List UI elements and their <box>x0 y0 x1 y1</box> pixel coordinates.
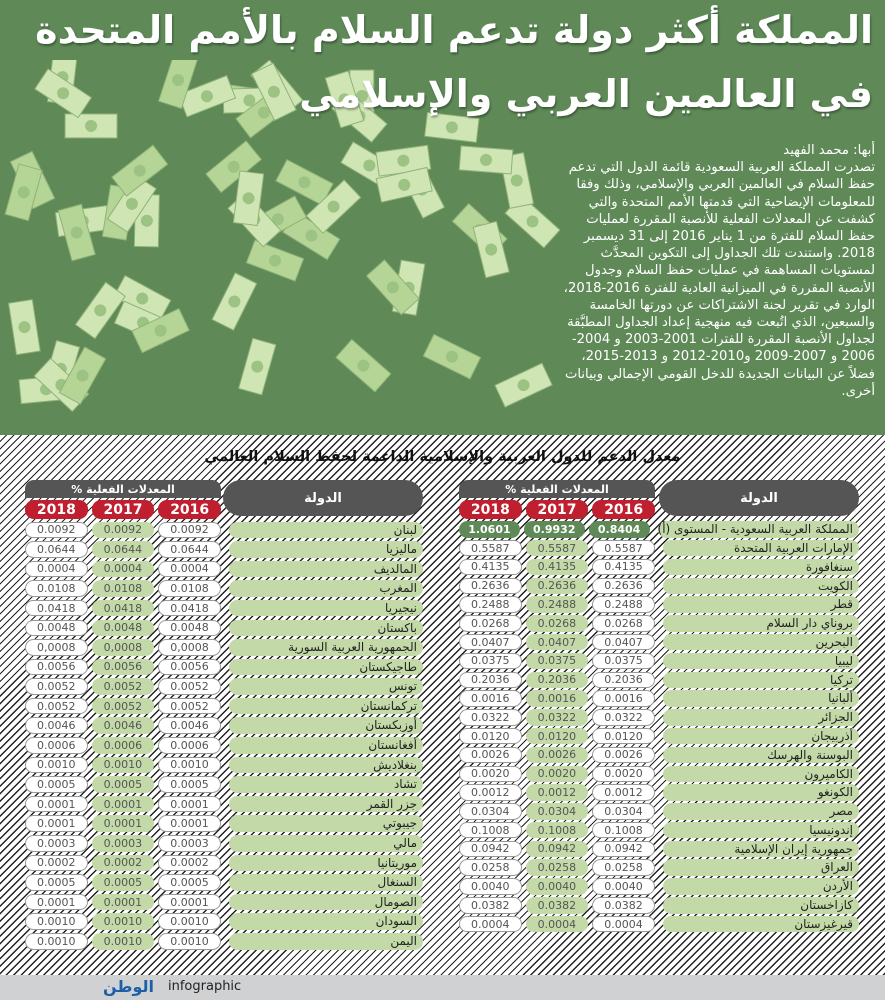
rate-2016: 0.0026 <box>592 747 655 764</box>
table-row <box>459 576 859 595</box>
rate-2018: 0.0010 <box>25 913 88 930</box>
rate-2016: 0.0407 <box>592 634 655 651</box>
country-name: البحرين <box>663 634 859 651</box>
rate-2016: 0.0006 <box>158 737 221 754</box>
country-name: جمهورية إيران الإسلامية <box>663 841 859 858</box>
article-text <box>555 142 875 400</box>
rate-2018: 0.0012 <box>459 784 522 801</box>
country-name: السنغال <box>229 874 423 891</box>
table-row <box>459 915 859 934</box>
rate-2018: 0.0382 <box>459 897 522 914</box>
rate-2016: 0.0016 <box>592 690 655 707</box>
rate-2018: 0.0092 <box>25 522 88 539</box>
rate-2017: 0.0942 <box>526 841 589 858</box>
banknote-icon <box>239 338 276 395</box>
rate-2017: 0.0010 <box>92 757 155 774</box>
rate-2016: 0,0008 <box>158 639 221 656</box>
table-row <box>25 638 423 658</box>
country-name: تونس <box>229 678 423 695</box>
rate-2018: 0.0046 <box>25 717 88 734</box>
rate-2018: 0.0001 <box>25 894 88 911</box>
table-row <box>459 670 859 689</box>
banknote-icon <box>65 114 117 138</box>
rate-2016: 0.0012 <box>592 784 655 801</box>
country-name: موريتانيا <box>229 855 423 872</box>
table-row <box>459 633 859 652</box>
rate-2016: 0.0322 <box>592 709 655 726</box>
rate-2017: 0,0008 <box>92 639 155 656</box>
rate-2018: 0.0003 <box>25 835 88 852</box>
table-row <box>25 657 423 677</box>
country-name: المغرب <box>229 580 423 597</box>
country-name: مصر <box>663 803 859 820</box>
table-row <box>459 783 859 802</box>
table-row <box>459 877 859 896</box>
country-header: الدولة <box>223 480 423 516</box>
rate-2017: 0.0644 <box>92 541 155 558</box>
country-name: أفغانستان <box>229 737 423 754</box>
rate-2016: 0.0003 <box>158 835 221 852</box>
rate-2018: 0.0001 <box>25 815 88 832</box>
banknote-icon <box>336 339 391 391</box>
banknote-icon <box>5 164 42 221</box>
country-name: قيرغيزستان <box>663 916 859 933</box>
rate-2016: 0.0418 <box>158 600 221 617</box>
rate-2017: 0.0382 <box>526 897 589 914</box>
country-name: تركيا <box>663 672 859 689</box>
rate-2017: 0.2488 <box>526 596 589 613</box>
rate-2016: 0.2636 <box>592 578 655 595</box>
table-row <box>25 814 423 834</box>
country-name: الأردن <box>663 878 859 895</box>
table-row <box>25 736 423 756</box>
rate-2016: 0.5587 <box>592 540 655 557</box>
rate-2018: 0.0120 <box>459 728 522 745</box>
rate-2017: 0.0040 <box>526 878 589 895</box>
country-name: أذربيجان <box>663 728 859 745</box>
rate-2016: 0.0005 <box>158 874 221 891</box>
rate-2017: 0.0026 <box>526 747 589 764</box>
rate-2016: 0.0304 <box>592 803 655 820</box>
rate-2017: 0.0012 <box>526 784 589 801</box>
rate-2016: 0.0001 <box>158 796 221 813</box>
rate-2016: 0.0046 <box>158 717 221 734</box>
rate-2017: 0.0092 <box>92 522 155 539</box>
rate-2016: 0.0258 <box>592 859 655 876</box>
rate-2017: 0.0001 <box>92 796 155 813</box>
rate-2016: 0.0644 <box>158 541 221 558</box>
country-name: جزر القمر <box>229 796 423 813</box>
rate-2018: 0.0052 <box>25 678 88 695</box>
rates-header: المعدلات الفعلية % <box>25 480 221 498</box>
rate-2016: 0.0010 <box>158 933 221 950</box>
rate-2018: 0.0304 <box>459 803 522 820</box>
rate-2017: 0.0020 <box>526 766 589 783</box>
country-name: تشاد <box>229 776 423 793</box>
rate-2018: 0.0418 <box>25 600 88 617</box>
rate-2017: 0.0052 <box>92 698 155 715</box>
rate-2016: 0.0382 <box>592 897 655 914</box>
rates-header: المعدلات الفعلية % <box>459 480 655 498</box>
table-row <box>459 858 859 877</box>
rate-2016: 0.0001 <box>158 894 221 911</box>
rate-2016: 0.0010 <box>158 757 221 774</box>
rate-2016: 0.0005 <box>158 776 221 793</box>
rate-2018: 0.0020 <box>459 766 522 783</box>
rate-2016: 0.8404 <box>589 521 650 538</box>
rate-2016: 0.0092 <box>158 522 221 539</box>
rate-2017: 0.0120 <box>526 728 589 745</box>
banknote-icon <box>423 334 480 378</box>
rate-2017: 0.0304 <box>526 803 589 820</box>
country-name: الجمهورية العربية السورية <box>229 639 423 656</box>
rate-2018: 0.0010 <box>25 933 88 950</box>
infographic-label: infographic <box>168 979 242 994</box>
rate-2018: 0.0005 <box>25 874 88 891</box>
country-name: الكويت <box>663 578 859 595</box>
table-row <box>25 775 423 795</box>
banknote-icon <box>9 300 41 355</box>
rate-2016: 0.2036 <box>592 672 655 689</box>
rate-2017: 0.0010 <box>92 913 155 930</box>
table-row <box>25 696 423 716</box>
rate-2017: 0.0048 <box>92 620 155 637</box>
country-name: البوسنة والهرسك <box>663 747 859 764</box>
table-row <box>459 821 859 840</box>
table-row <box>459 896 859 915</box>
rate-2017: 0.0016 <box>526 690 589 707</box>
table-row <box>25 520 423 540</box>
year-2017: 2017 <box>526 500 589 519</box>
table-row <box>459 595 859 614</box>
rate-2017: 0.0006 <box>92 737 155 754</box>
country-name: باكستان <box>229 620 423 637</box>
country-name: لبنان <box>229 522 423 539</box>
country-name: سنغافورة <box>663 559 859 576</box>
rate-2018: 0.4135 <box>459 559 522 576</box>
rate-2018: 0.0258 <box>459 859 522 876</box>
rate-2018: 0.2036 <box>459 672 522 689</box>
rate-2018: 0.0048 <box>25 620 88 637</box>
rate-2018: 0.0010 <box>25 757 88 774</box>
table-row <box>25 834 423 854</box>
rate-2018: 0.1008 <box>459 822 522 839</box>
country-name: الإمارات العربية المتحدة <box>663 540 859 557</box>
table-row <box>459 764 859 783</box>
table-row <box>459 746 859 765</box>
banknote-icon <box>473 221 509 277</box>
country-name: مالي <box>229 835 423 852</box>
country-name: تركمانستان <box>229 698 423 715</box>
rate-2018: 0.0005 <box>25 776 88 793</box>
rate-2016: 0.0268 <box>592 615 655 632</box>
rate-2016: 0.0020 <box>592 766 655 783</box>
year-2018: 2018 <box>459 500 522 519</box>
rate-2017: 0.0418 <box>92 600 155 617</box>
rate-2018: 0.0407 <box>459 634 522 651</box>
rate-2017: 0.2036 <box>526 672 589 689</box>
rate-2017: 0.0001 <box>92 894 155 911</box>
table-title: معدل الدعم للدول العربية والإسلامية الداعمة لحفظ السلام العالمي <box>204 449 681 465</box>
rate-2018: 0.0108 <box>25 580 88 597</box>
rate-2018: 0.0942 <box>459 841 522 858</box>
rate-2018: 0.0016 <box>459 690 522 707</box>
rate-2016: 0.0108 <box>158 580 221 597</box>
rate-2016: 0.2488 <box>592 596 655 613</box>
rates-table-left <box>25 480 423 951</box>
banknote-icon <box>212 273 257 330</box>
country-name: العراق <box>663 859 859 876</box>
year-2016: 2016 <box>592 500 655 519</box>
table-row <box>25 912 423 932</box>
headline-line-2: في العالمين العربي والإسلامي <box>299 72 873 116</box>
rate-2017: 0.2636 <box>526 578 589 595</box>
money-illustration <box>0 60 560 435</box>
rate-2016: 0.4135 <box>592 559 655 576</box>
rate-2018: 0.0040 <box>459 878 522 895</box>
rate-2018: 0.0002 <box>25 855 88 872</box>
rate-2016: 0.0942 <box>592 841 655 858</box>
table-row <box>25 716 423 736</box>
rate-2017: 0.0056 <box>92 659 155 676</box>
country-name: جيبوتي <box>229 815 423 832</box>
rate-2018: 0.2636 <box>459 578 522 595</box>
rate-2017: 0.5587 <box>526 540 589 557</box>
banknote-icon <box>75 282 125 338</box>
rate-2017: 0.1008 <box>526 822 589 839</box>
rate-2017: 0.0407 <box>526 634 589 651</box>
rate-2016: 0.0048 <box>158 620 221 637</box>
rate-2018: 0.0056 <box>25 659 88 676</box>
rate-2017: 0.0003 <box>92 835 155 852</box>
table-row <box>459 840 859 859</box>
rate-2016: 0.0002 <box>158 855 221 872</box>
country-name: المالديف <box>229 561 423 578</box>
table-row <box>459 802 859 821</box>
banknote-icon <box>459 146 513 174</box>
rate-2017: 0.0375 <box>526 653 589 670</box>
rate-2017: 0.4135 <box>526 559 589 576</box>
rate-2017: 0.0108 <box>92 580 155 597</box>
rate-2017: 0.0268 <box>526 615 589 632</box>
rate-2016: 0.0001 <box>158 815 221 832</box>
country-name: قطر <box>663 596 859 613</box>
country-name: المملكة العربية السعودية - المستوى (أ) <box>658 521 859 538</box>
table-row <box>459 539 859 558</box>
rate-2017: 0.0001 <box>92 815 155 832</box>
rate-2018: 0.0001 <box>25 796 88 813</box>
rate-2016: 0.0052 <box>158 678 221 695</box>
rate-2017: 0.0052 <box>92 678 155 695</box>
rate-2018: 1.0601 <box>459 521 520 538</box>
table-row <box>25 931 423 951</box>
country-name: ألبانيا <box>663 690 859 707</box>
country-name: إندونيسيا <box>663 822 859 839</box>
country-name: الصومال <box>229 894 423 911</box>
country-name: بروناي دار السلام <box>663 615 859 632</box>
country-name: اليمن <box>229 933 423 950</box>
country-name: بنغلاديش <box>229 757 423 774</box>
table-row <box>25 677 423 697</box>
table-row <box>25 892 423 912</box>
table-row <box>459 614 859 633</box>
country-name: الجزائر <box>663 709 859 726</box>
rate-2016: 0.0120 <box>592 728 655 745</box>
rate-2018: 0.0268 <box>459 615 522 632</box>
table-row <box>25 755 423 775</box>
rate-2016: 0.0040 <box>592 878 655 895</box>
table-row <box>25 598 423 618</box>
country-name: كازاخستان <box>663 897 859 914</box>
country-name: السودان <box>229 913 423 930</box>
article-body: تصدرت المملكة العربية السعودية قائمة الدول التي تدعم حفظ السلام في العالمين العربي والإسلامي، وذلك وفقا للمعلومات الإيضاحية التي قدمتها الأمم المتحدة والتي كشفت عن المعدلات الفعلية للأنصبة المقررة لعمليات حفظ السلام للفترة من 1 يناير 2016 إلى 31 ديسمبر 2018. واستندت تلك الجداول إلى التكوين المحدَّث لمستويات المساهمة في عمليات حفظ السلام وجدول الأنصبة المقررة في الميزانية العادية للفترة 2016-2018، الوارد في تقرير لجنة الاشتراكات عن دورتها الخامسة والسبعين، الذي اتُبعت فيه منهجية إعداد الجداول المطبَّقة لجداول الأنصبة المقررة للفترات 2001-2003 و 2004-2006 و 2007-2009 و2010-2012 و 2013-2015، فضلاً عن البيانات الجديدة للدخل القومي الإجمالي وبيانات أخرى. <box>563 160 875 399</box>
rate-2018: 0.0322 <box>459 709 522 726</box>
table-row <box>25 540 423 560</box>
rate-2018: 0.0644 <box>25 541 88 558</box>
country-name: الكاميرون <box>663 766 859 783</box>
rate-2018: 0.5587 <box>459 540 522 557</box>
country-name: ماليزيا <box>229 541 423 558</box>
table-row <box>25 579 423 599</box>
country-header: الدولة <box>659 480 859 516</box>
table-row <box>25 853 423 873</box>
rate-2017: 0.0010 <box>92 933 155 950</box>
rate-2016: 0.1008 <box>592 822 655 839</box>
banknote-icon <box>495 363 552 407</box>
rate-2016: 0.0004 <box>592 916 655 933</box>
rate-2016: 0.0052 <box>158 698 221 715</box>
table-row <box>25 873 423 893</box>
footer <box>0 975 885 1000</box>
country-name: ليبيا <box>663 653 859 670</box>
banknote-icon <box>425 112 479 142</box>
country-name: الكونغو <box>663 784 859 801</box>
table-row <box>459 558 859 577</box>
table-row <box>459 727 859 746</box>
rate-2017: 0.0005 <box>92 874 155 891</box>
rate-2016: 0.0010 <box>158 913 221 930</box>
rate-2017: 0.0004 <box>92 561 155 578</box>
country-name: نيجيريا <box>229 600 423 617</box>
table-row <box>25 794 423 814</box>
year-2018: 2018 <box>25 500 88 519</box>
rate-2017: 0.0258 <box>526 859 589 876</box>
rate-2016: 0.0375 <box>592 653 655 670</box>
rate-2018: 0.0026 <box>459 747 522 764</box>
rate-2017: 0.9932 <box>524 521 585 538</box>
rate-2018: 0,0008 <box>25 639 88 656</box>
alwatan-logo: الوطن <box>103 977 154 996</box>
rate-2018: 0.2488 <box>459 596 522 613</box>
table-row <box>459 689 859 708</box>
byline: أبها: محمد الفهيد <box>783 143 875 158</box>
table-row <box>25 559 423 579</box>
rate-2017: 0.0046 <box>92 717 155 734</box>
banknote-icon <box>246 240 303 281</box>
rate-2018: 0.0004 <box>25 561 88 578</box>
rate-2017: 0.0322 <box>526 709 589 726</box>
rate-2017: 0.0005 <box>92 776 155 793</box>
rate-2018: 0.0006 <box>25 737 88 754</box>
hero-banner <box>0 0 885 435</box>
rate-2018: 0.0375 <box>459 653 522 670</box>
table-row <box>25 618 423 638</box>
headline-line-1: المملكة أكثر دولة تدعم السلام بالأمم المتحدة <box>35 8 873 52</box>
rate-2018: 0.0052 <box>25 698 88 715</box>
year-2017: 2017 <box>92 500 155 519</box>
rate-2016: 0.0056 <box>158 659 221 676</box>
rate-2017: 0.0004 <box>526 916 589 933</box>
rate-2018: 0.0004 <box>459 916 522 933</box>
rates-table-right <box>459 480 859 934</box>
country-name: طاجيكستان <box>229 659 423 676</box>
table-row <box>459 708 859 727</box>
year-2016: 2016 <box>158 500 221 519</box>
rate-2016: 0.0004 <box>158 561 221 578</box>
country-name: أوزبكستان <box>229 717 423 734</box>
rate-2017: 0.0002 <box>92 855 155 872</box>
table-row <box>459 520 859 539</box>
table-row <box>459 652 859 671</box>
